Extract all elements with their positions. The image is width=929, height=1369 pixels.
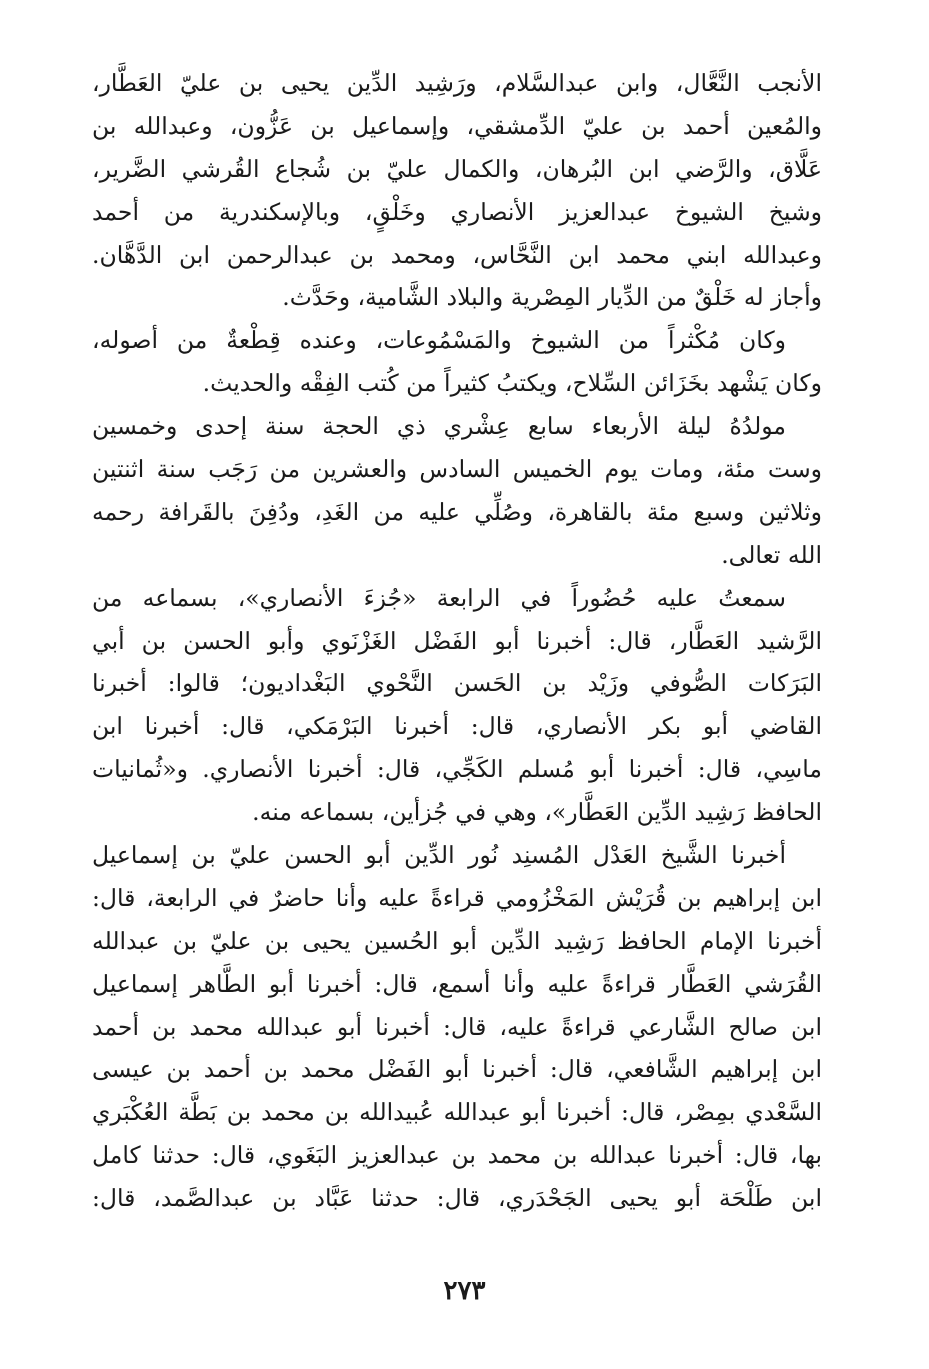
text-line: وكان مُكْثراً من الشيوخ والمَسْمُوعات، وعنده قِطْعةٌ من أصوله، xyxy=(92,326,786,355)
text-line: أخبرنا الشَّيخ العَدْل المُسنِد نُور الدِّين أبو الحسن عليّ بن إسماعيل xyxy=(92,841,786,870)
text-line: وكان يَشْهد بخَزَائن السِّلاح، ويكتبُ كثيراً من كُتب الفِقْه والحديث. xyxy=(202,369,822,398)
text-line: الأنجب النَّعَّال، وابن عبدالسَّلام، ورَشِيد الدِّين يحيى بن عليّ العَطَّار، xyxy=(92,69,822,97)
text-line: ماسِي، قال: أخبرنا أبو مُسلم الكَجِّي، قال: أخبرنا الأنصاري. و«ثُمانيات xyxy=(92,755,822,784)
text-line: مولدُهُ ليلة الأربعاء سابع عِشْري ذي الحجة سنة إحدى وخمسين xyxy=(92,412,786,441)
text-line: الرَّشيد العَطَّار، قال: أخبرنا أبو الفَضْل الغَزْنَوي وأبو الحسن بن أبي xyxy=(92,626,822,655)
text-line: الله تعالى. xyxy=(721,540,822,569)
text-line: أخبرنا الإمام الحافظ رَشِيد الدِّين أبو الحُسين يحيى بن عليّ بن عبدالله xyxy=(92,926,822,955)
text-line: القُرَشي العَطَّار قراءةً عليه وأنا أسمع، قال: أخبرنا أبو الطَّاهر إسماعيل xyxy=(92,969,822,998)
paragraph-5 xyxy=(92,834,822,1220)
text-line: وعبدالله ابني محمد ابن النَّحَّاس، ومحمد بن عبدالرحمن ابن الدَّهَّان. xyxy=(92,240,822,269)
text-line: والمُعين أحمد بن عليّ الدِّمشقي، وإسماعيل بن عَزُّون، وعبدالله بن xyxy=(92,111,822,140)
text-line: سمعتُ عليه حُضُوراً في الرابعة «جُزءَ الأنصاري»، بسماعه من xyxy=(92,583,786,612)
text-line: القاضي أبو بكر الأنصاري، قال: أخبرنا البَرْمَكي، قال: أخبرنا ابن xyxy=(92,712,822,741)
text-line: عَلَّاق، والرَّضي ابن البُرهان، والكمال عليّ بن شُجاع القُرشي الضَّرير، xyxy=(92,154,822,183)
text-line: وشيخ الشيوخ عبدالعزيز الأنصاري وخَلْقٍ، وبالإسكندرية من أحمد xyxy=(92,197,822,226)
text-line: وست مئة، ومات يوم الخميس السادس والعشرين من رَجَب سنة اثنتين xyxy=(92,455,822,484)
paragraph-4 xyxy=(92,577,822,834)
text-line: ابن إبراهيم الشَّافعي، قال: أخبرنا أبو الفَضْل محمد بن أحمد بن عيسى xyxy=(92,1055,822,1084)
text-line: ابن طَلْحَة أبو يحيى الجَحْدَري، قال: حدثنا عَبَّاد بن عبدالصَّمد، قال: xyxy=(92,1184,822,1213)
paragraph-1 xyxy=(92,62,822,319)
text-line: الحافظ رَشِيد الدِّين العَطَّار»، وهي في جُزأين، بسماعه منه. xyxy=(252,798,822,827)
text-line: بها، قال: أخبرنا عبدالله بن محمد بن عبدالعزيز البَغَوي، قال: حدثنا كامل xyxy=(92,1141,822,1170)
text-line: ابن إبراهيم بن قُرَيْش المَخْزُومي قراءةً عليه وأنا حاضرٌ في الرابعة، قال: xyxy=(92,883,822,912)
text-line: البَرَكات الصُّوفي وزَيْد بن الحَسن النَّحْوي البَغْداديون؛ قالوا: أخبرنا xyxy=(92,669,822,698)
text-line: ابن صالح الشَّارعي قراءةً عليه، قال: أخبرنا أبو عبدالله محمد بن أحمد xyxy=(92,1012,822,1041)
paragraph-3 xyxy=(92,405,822,577)
text-line: السَّعْدي بمِصْر، قال: أخبرنا أبو عبدالله عُبيدالله بن محمد بن بَطَّة العُكْبَري xyxy=(92,1098,822,1127)
body-text xyxy=(92,62,822,1220)
text-line: وأجاز له خَلْقٌ من الدِّيار المِصْرية والبلاد الشَّامية، وحَدَّث. xyxy=(282,283,822,312)
paragraph-2 xyxy=(92,319,822,405)
page-number: ٢٧٣ xyxy=(443,1276,486,1306)
text-line: وثلاثين وسبع مئة بالقاهرة، وصُلِّي عليه من الغَدِ، ودُفِنَ بالقَرافة رحمه xyxy=(92,497,822,526)
